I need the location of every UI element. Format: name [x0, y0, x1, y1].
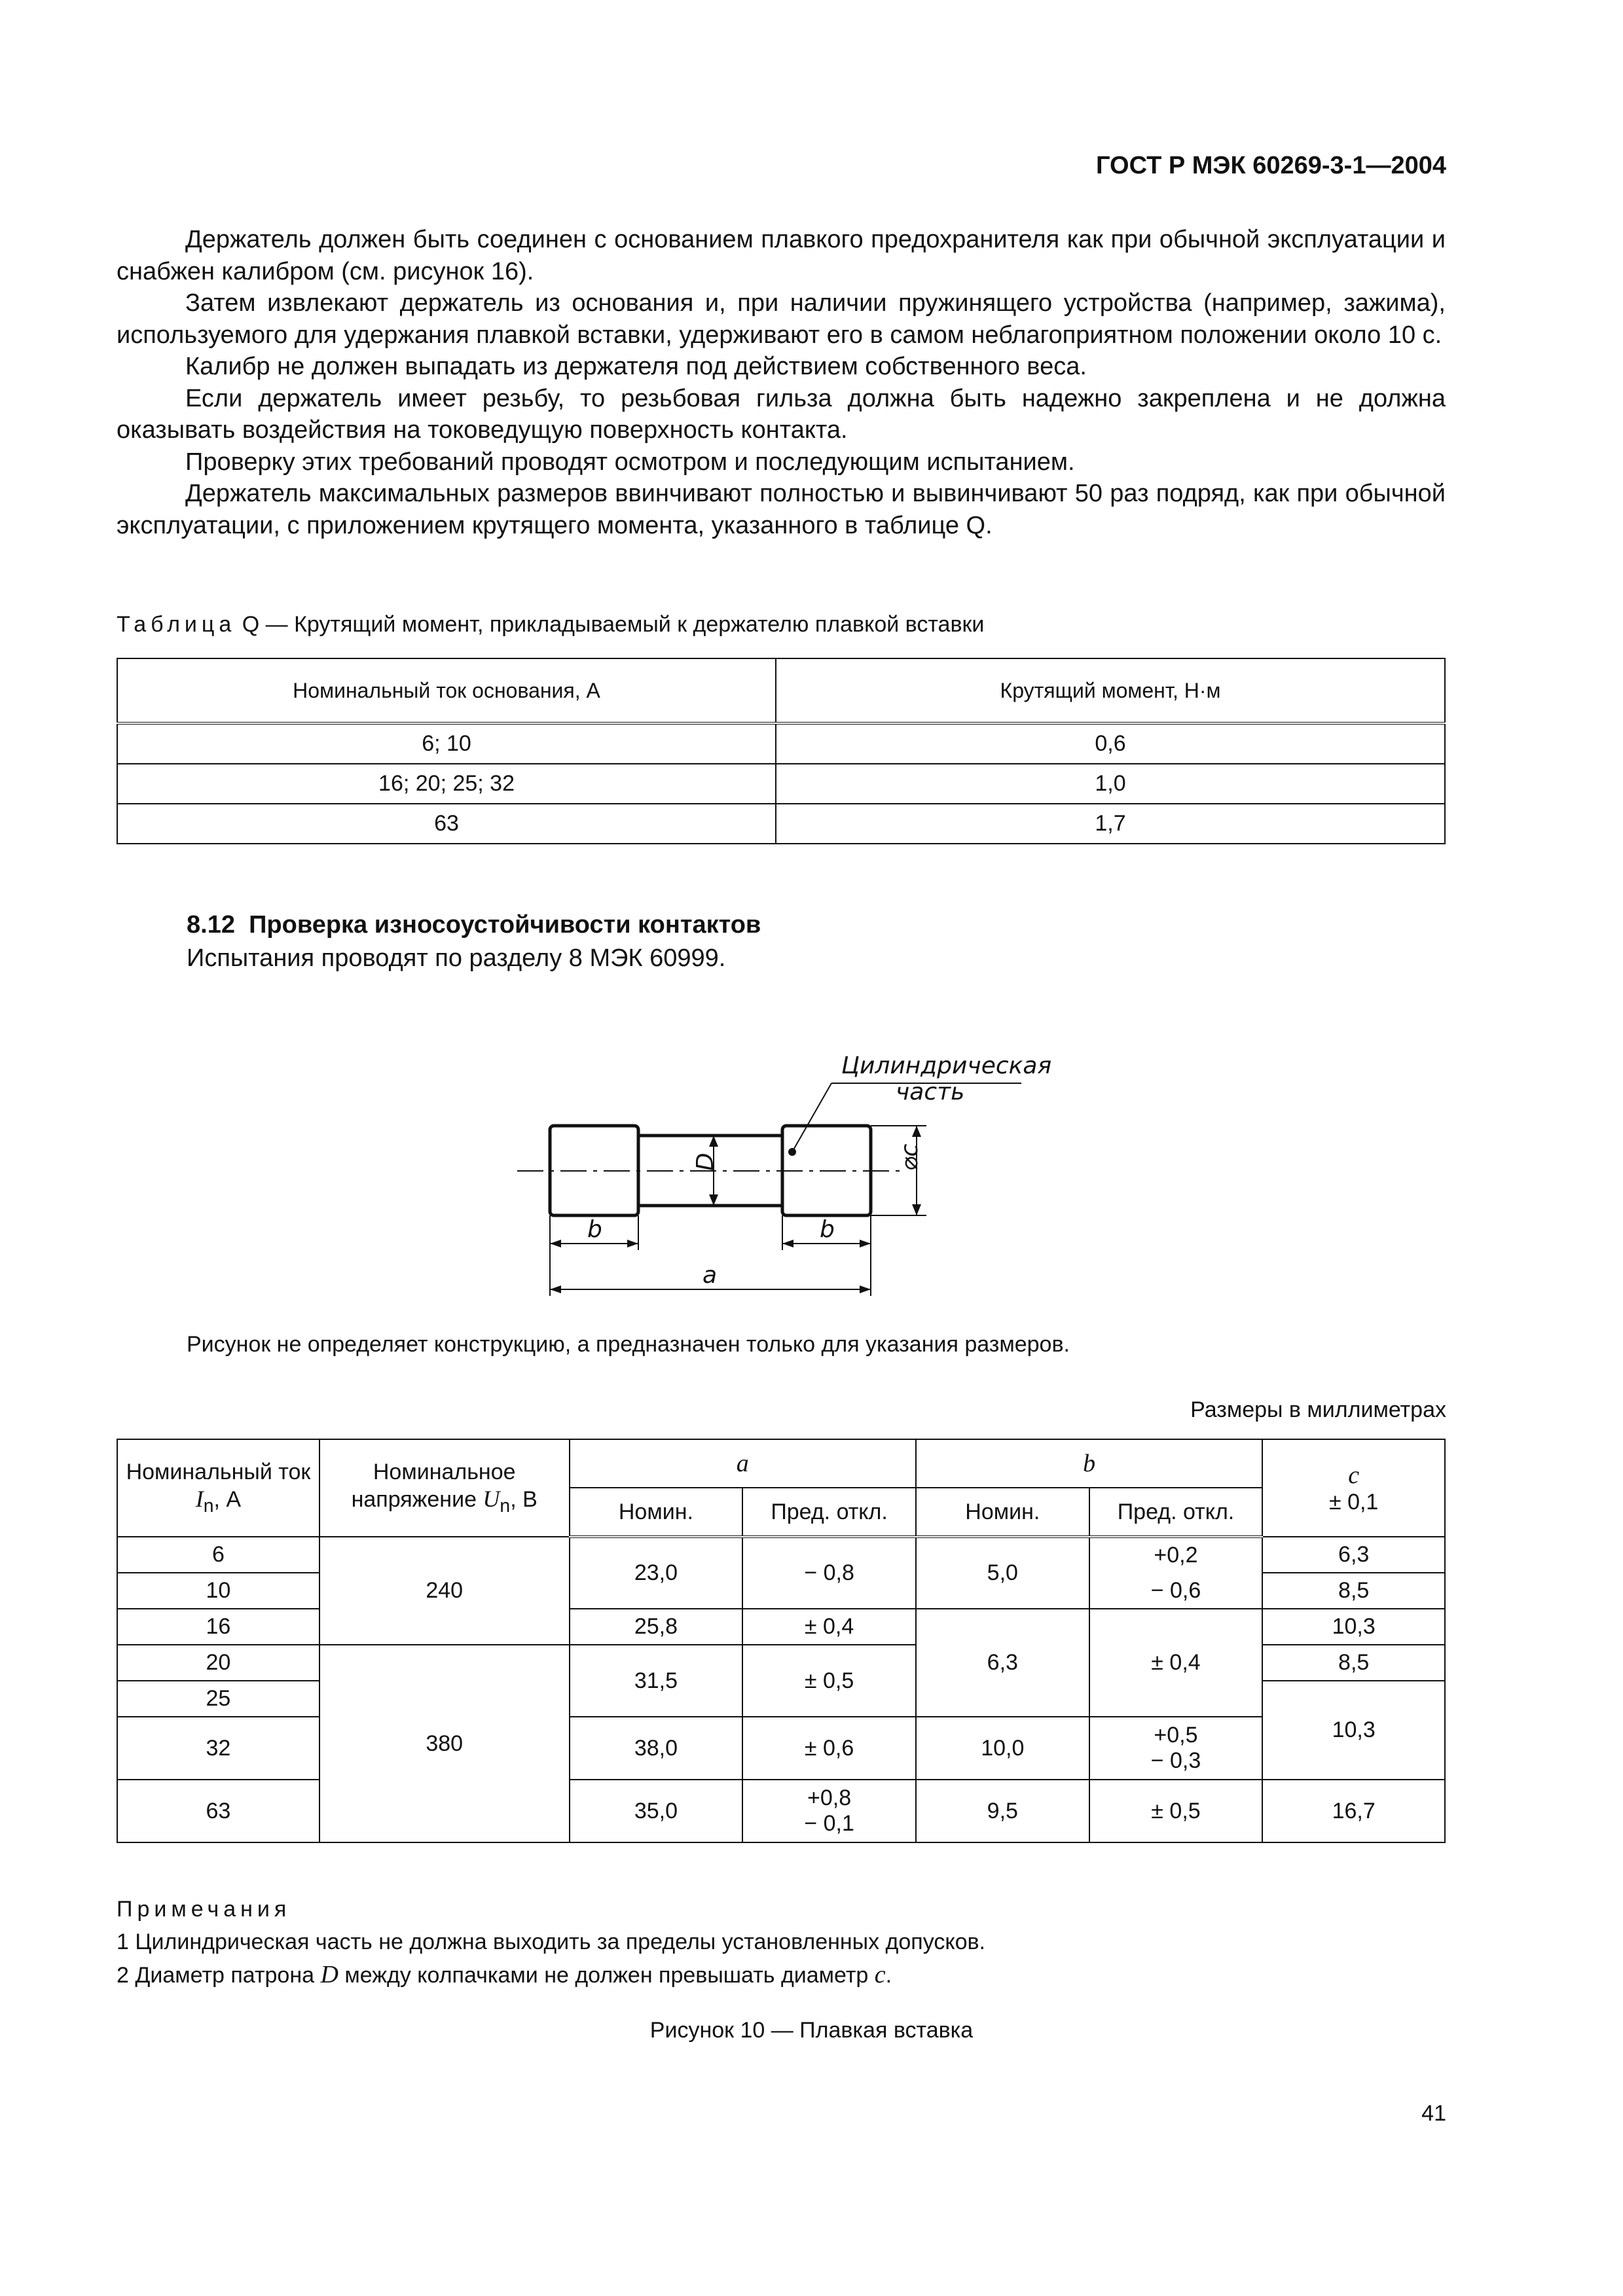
note-2-pre: 2 Диаметр патрона — [117, 1963, 321, 1988]
table-cell: 10,3 — [1262, 1681, 1445, 1780]
note-2-symbol: D — [320, 1961, 338, 1988]
deviation-lower: − 0,1 — [804, 1811, 854, 1836]
column-header: Номинальный ток основания, А — [117, 658, 776, 723]
header-a-nominal: Номин. — [570, 1488, 743, 1537]
header-voltage-text2: напряжение — [351, 1486, 483, 1512]
section-number: 8.12 — [187, 911, 235, 939]
paragraph: Проверку этих требований проводят осмотром и последующим испытанием. — [185, 448, 1075, 476]
table-cell: 380 — [319, 1645, 570, 1842]
table-cell: 35,0 — [570, 1780, 743, 1842]
table-cell: 25 — [117, 1681, 319, 1717]
deviation-lower: − 0,3 — [1150, 1748, 1201, 1773]
dim-a-label: a — [702, 1262, 718, 1289]
table-cell: 10 — [117, 1573, 319, 1609]
table-cell: +0,2 — [1089, 1537, 1263, 1573]
table-cell: ± 0,6 — [742, 1717, 916, 1780]
table-cell: 38,0 — [570, 1717, 743, 1780]
paragraph: Держатель максимальных размеров ввинчивают полностью и вывинчивают 50 раз подряд, как при обычной эксплуатации, с приложением крутящего момента, указанного в таблице Q. — [117, 480, 1446, 539]
table-label: Таблица — [117, 612, 236, 637]
header-b-nominal: Номин. — [916, 1488, 1089, 1537]
table-cell: 10,3 — [1262, 1609, 1445, 1645]
table-cell: 9,5 — [916, 1780, 1089, 1842]
table-cell: 10,0 — [916, 1717, 1089, 1780]
notes-block — [117, 1893, 985, 1992]
section-text: Испытания проводят по разделу 8 МЭК 60999. — [187, 944, 726, 972]
figure-label-bottom: часть — [896, 1079, 965, 1105]
note-2-end: . — [885, 1963, 892, 1988]
figure-caption: Рисунок 10 — Плавкая вставка — [649, 2018, 974, 2043]
header-voltage-text: Номинальное — [373, 1459, 516, 1484]
table-cell: 240 — [319, 1537, 570, 1645]
table-cell: 8,5 — [1262, 1645, 1445, 1681]
figure-label-top: Цилиндрическая — [841, 1052, 1052, 1079]
header-a: a — [570, 1439, 916, 1488]
units-label: Размеры в миллиметрах — [1190, 1397, 1446, 1422]
table-cell: 23,0 — [570, 1537, 743, 1609]
paragraph: Если держатель имеет резьбу, то резьбовая гильза должна быть надежно закреплена и не должна оказывать воздействия на токоведущую поверхность контакта. — [117, 384, 1446, 444]
paragraph: Держатель должен быть соединен с основанием плавкого предохранителя как при обычной эксплуатации и снабжен калибром (см. рисунок 16). — [117, 226, 1446, 285]
dimensions-table — [117, 1439, 1446, 1843]
table-title: Q — Крутящий момент, прикладываемый к держателю плавкой вставки — [236, 612, 985, 637]
note-1: 1 Цилиндрическая часть не должна выходить за пределы установленных допусков. — [117, 1929, 985, 1954]
body-paragraphs — [117, 224, 1446, 541]
header-c — [1262, 1439, 1445, 1537]
header-c-tolerance: ± 0,1 — [1328, 1490, 1379, 1515]
table-cell: 16 — [117, 1609, 319, 1645]
figure-note: Рисунок не определяет конструкцию, а предназначен только для указания размеров. — [187, 1332, 1070, 1357]
section-heading — [187, 911, 761, 939]
dim-c-label: ⌀c — [896, 1143, 923, 1171]
current-symbol: I — [195, 1485, 204, 1512]
current-subscript: n — [203, 1495, 214, 1516]
table-cell: 0,6 — [776, 723, 1445, 764]
table-cell: 20 — [117, 1645, 319, 1681]
table-cell: 16,7 — [1262, 1780, 1445, 1842]
paragraph: Калибр не должен выпадать из держателя под действием собственного веса. — [185, 353, 1087, 380]
table-cell: ± 0,5 — [742, 1645, 916, 1717]
paragraph: Затем извлекают держатель из основания и, при наличии пружинящего устройства (например, зажима), используемого для удержания плавкой вставки, удерживают его в самом неблагоприятном положении около 10 с. — [117, 289, 1446, 349]
dim-b-left-label: b — [587, 1216, 602, 1243]
voltage-subscript: n — [500, 1495, 511, 1516]
table-cell: 6; 10 — [117, 723, 776, 764]
fuse-link-drawing — [517, 1021, 1054, 1309]
table-cell: − 0,6 — [1089, 1573, 1263, 1609]
deviation-upper: +0,8 — [807, 1785, 852, 1810]
header-b: b — [916, 1439, 1262, 1488]
deviation-upper: +0,5 — [1154, 1723, 1198, 1748]
header-b-deviation: Пред. откл. — [1089, 1488, 1263, 1537]
table-cell: 25,8 — [570, 1609, 743, 1645]
note-2-mid: между колпачками не должен превышать диаметр — [338, 1963, 875, 1988]
dim-D-label: D — [692, 1153, 719, 1171]
table-cell — [1089, 1717, 1263, 1780]
table-cell: 63 — [117, 804, 776, 844]
table-cell: ± 0,5 — [1089, 1780, 1263, 1842]
table-q-caption — [117, 612, 984, 637]
column-header: Крутящий момент, Н·м — [776, 658, 1445, 723]
header-a-deviation: Пред. откл. — [742, 1488, 916, 1537]
dim-b-right-label: b — [820, 1216, 835, 1243]
leader-dot — [788, 1148, 796, 1156]
table-cell: 5,0 — [916, 1537, 1089, 1609]
page-number: 41 — [1421, 2101, 1446, 2126]
table-cell: 6,3 — [1262, 1537, 1445, 1573]
table-cell: − 0,8 — [742, 1537, 916, 1609]
torque-table — [117, 658, 1446, 844]
notes-title: Примечания — [117, 1897, 291, 1922]
header-current — [117, 1439, 319, 1537]
table-cell: 1,7 — [776, 804, 1445, 844]
table-cell: 1,0 — [776, 764, 1445, 804]
table-cell: 63 — [117, 1780, 319, 1842]
header-current-text: Номинальный ток — [126, 1459, 311, 1484]
table-cell: 6,3 — [916, 1609, 1089, 1717]
table-cell: 8,5 — [1262, 1573, 1445, 1609]
table-cell: ± 0,4 — [1089, 1609, 1263, 1717]
standard-header: ГОСТ Р МЭК 60269-3-1—2004 — [1096, 152, 1446, 179]
table-cell — [742, 1780, 916, 1842]
voltage-unit: , В — [510, 1486, 538, 1512]
table-cell: 6 — [117, 1537, 319, 1573]
note-2 — [117, 1958, 985, 1992]
note-2-symbol2: c — [874, 1961, 886, 1988]
current-unit: , А — [213, 1486, 242, 1512]
section-title: Проверка износоустойчивости контактов — [249, 911, 761, 939]
table-cell: ± 0,4 — [742, 1609, 916, 1645]
header-voltage — [319, 1439, 570, 1537]
table-cell: 32 — [117, 1717, 319, 1780]
table-cell: 31,5 — [570, 1645, 743, 1717]
table-cell: 16; 20; 25; 32 — [117, 764, 776, 804]
voltage-symbol: U — [483, 1485, 500, 1512]
header-c-symbol: c — [1348, 1462, 1360, 1489]
